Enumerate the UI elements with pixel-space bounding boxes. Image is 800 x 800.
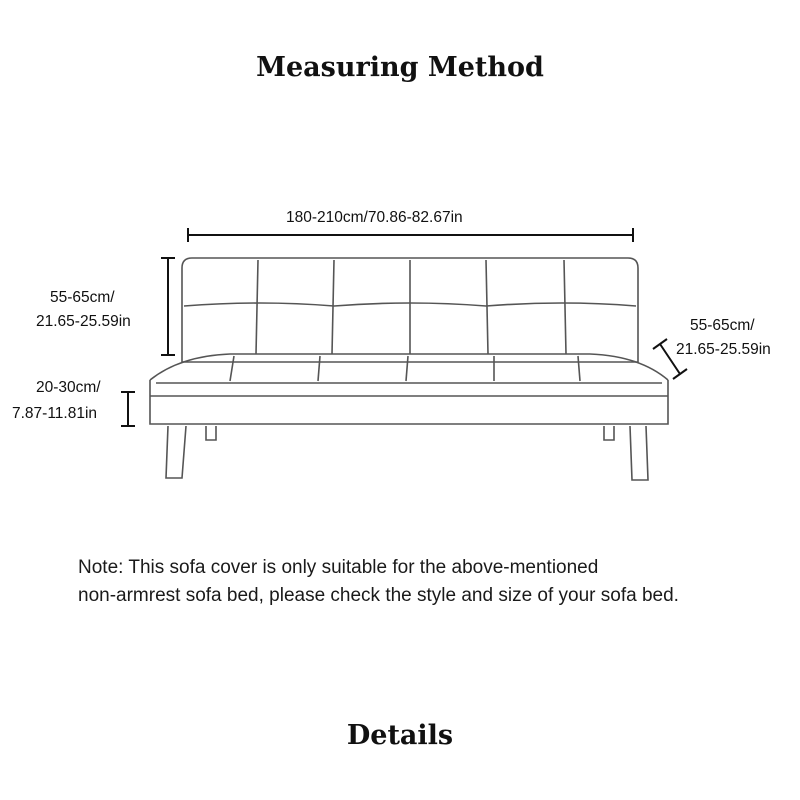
width-label: 180-210cm/70.86-82.67in <box>286 209 463 226</box>
page-title: Measuring Method <box>256 52 544 83</box>
width-dimension-line <box>188 228 633 242</box>
sofa-outline <box>150 258 668 480</box>
seat-depth-label-in: 21.65-25.59in <box>676 341 771 358</box>
backrest-height-label-cm: 55-65cm/ <box>50 289 115 306</box>
leg-height-label-in: 7.87-11.81in <box>12 405 98 422</box>
backrest-height-dimension-line <box>161 258 175 355</box>
seat-depth-label-cm: 55-65cm/ <box>690 317 755 334</box>
backrest-height-label-in: 21.65-25.59in <box>36 313 131 330</box>
note-line-1: Note: This sofa cover is only suitable for the above-mentioned <box>78 557 599 578</box>
leg-height-label-cm: 20-30cm/ <box>36 379 101 396</box>
details-heading: Details <box>346 720 454 751</box>
note-line-2: non-armrest sofa bed, please check the style and size of your sofa bed. <box>78 585 679 606</box>
leg-height-dimension-line <box>121 392 135 426</box>
